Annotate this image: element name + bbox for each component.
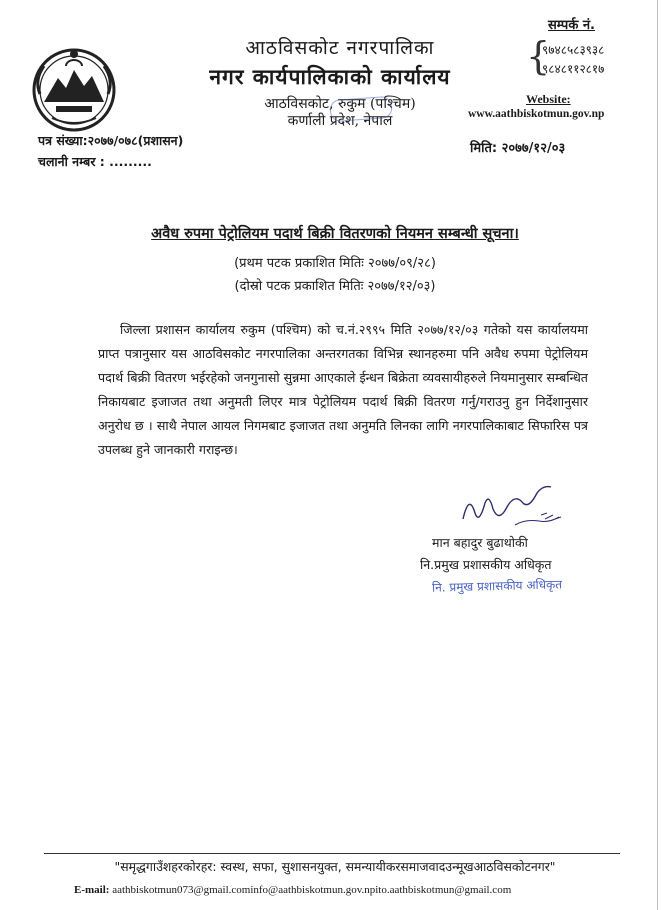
footer-slogan: "समृद्धगाउँशहरकोरहर: स्वस्थ, सफा, सुशासनयुक्त, समन्यायीकरसमाजवादउन्मूखआठविसकोटनगर" bbox=[114, 859, 556, 874]
scan-edge-line bbox=[657, 0, 658, 910]
brace-icon: { bbox=[526, 34, 551, 78]
letter-date: मिति: २०७७/१२/०३ bbox=[470, 141, 566, 156]
footer-email-line bbox=[74, 884, 511, 896]
letter-number: पत्र संख्या:२०७७/०७८(प्रशासन) bbox=[38, 133, 184, 148]
office-name: नगर कार्यपालिकाको कार्यालय bbox=[209, 64, 451, 89]
website-label: Website: bbox=[526, 92, 571, 106]
government-emblem-icon bbox=[26, 40, 122, 136]
office-address: आठविसकोट, रुकुम (पश्चिम) bbox=[264, 96, 416, 112]
signatory-title: नि.प्रमुख प्रशासकीय अधिकृत bbox=[420, 557, 552, 572]
email-label: E-mail: bbox=[74, 884, 110, 896]
faint-seal-overlay bbox=[329, 96, 392, 122]
email-addresses[interactable]: aathbiskotmun073@gmail.cominfo@aathbiskotmun.gov.npito.aathbiskotmun@gmail.com bbox=[112, 884, 512, 896]
official-stamp: नि. प्रमुख प्रशासकीय अधिकृत bbox=[431, 577, 563, 595]
phone-number-2: ९८४८११२८१७ bbox=[542, 62, 605, 76]
signatory-name: मान बहादुर बुढाथोकी bbox=[432, 535, 528, 550]
footer-divider bbox=[44, 853, 620, 854]
website-link[interactable]: www.aathbiskotmun.gov.np bbox=[468, 108, 605, 120]
notice-body: जिल्ला प्रशासन कार्यालय रुकुम (पश्चिम) को च.नं.२९९५ मिति २०७७/१२/०३ गतेको यस कार्यालयमा प्राप्त पत्रानुसार यस आठविसकोट नगरपालिका अन्तरगतका विभिन्न स्थानहरुमा पनि अवैध रुपमा पेट्रोलियम पदार्थ बिक्री वितरण भईरहेको जनगुनासो सुन्नमा आएकाले ईन्धन बिक्रेता व्यवसायीहरुले नियमानुसार सम्बन्धित निकायबाट इजाजत तथा अनुमती लिएर मात्र पेट्रोलियम पदार्थ बिक्री वितरण गर्नु/गराउनु हुन निर्देशानुसार अनुरोध छ । साथै नेपाल आयल निगमबाट इजाजत तथा अनुमति लिनका लागि नगरपालिकाबाट सिफारिस पत्र उपलब्ध हुने जानकारी गराइन्छ। bbox=[98, 322, 588, 457]
notice-title: अवैध रुपमा पेट्रोलियम पदार्थ बिक्री वितरणको नियमन सम्बन्धी सूचना। bbox=[151, 226, 519, 242]
handwritten-signature bbox=[455, 485, 575, 533]
second-publication-date: (दोस्रो पटक प्रकाशित मितिः २०७७/१२/०३) bbox=[234, 279, 436, 294]
municipality-name: आठविसकोट नगरपालिका bbox=[245, 37, 435, 59]
contact-title: सम्पर्क नं. bbox=[548, 18, 595, 33]
province-name: कर्णाली प्रदेश, नेपाल bbox=[287, 113, 393, 129]
phone-number-1: ९७४८५८३९३८ bbox=[542, 43, 605, 57]
dispatch-number: चलानी नम्बर : ......... bbox=[38, 154, 152, 169]
first-publication-date: (प्रथम पटक प्रकाशित मितिः २०७७/०९/२८) bbox=[234, 256, 436, 271]
